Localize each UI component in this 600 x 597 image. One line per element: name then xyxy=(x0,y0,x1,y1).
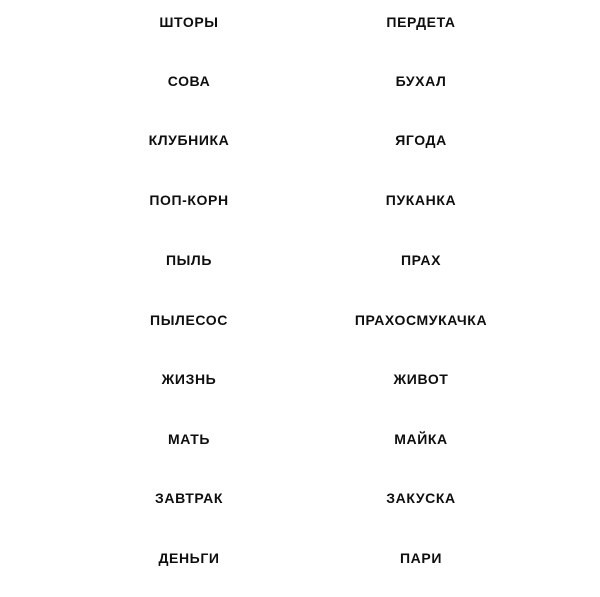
word-pair-row xyxy=(0,10,600,34)
bulgarian-word: ПРАХОСМУКАЧКА xyxy=(354,312,488,328)
bulgarian-word: ПЕРДЕТА xyxy=(386,14,456,30)
bulgarian-word: ПУКАНКА xyxy=(385,192,457,208)
bulgarian-word: ЖИВОТ xyxy=(393,371,449,387)
bulgarian-word: ЯГОДА xyxy=(395,132,447,148)
russian-word: ШТОРЫ xyxy=(159,14,219,30)
word-pair-row xyxy=(0,188,600,212)
russian-word: ПОП-КОРН xyxy=(149,192,229,208)
russian-word: ПЫЛЬ xyxy=(165,252,213,268)
russian-word: МАТЬ xyxy=(167,431,211,447)
word-pair-row xyxy=(0,427,600,451)
russian-word: ДЕНЬГИ xyxy=(158,550,220,566)
word-pair-row xyxy=(0,308,600,332)
bulgarian-word: БУХАЛ xyxy=(395,73,447,89)
bulgarian-word: МАЙКА xyxy=(394,431,448,447)
bulgarian-word: ПРАХ xyxy=(400,252,442,268)
russian-word: ЖИЗНЬ xyxy=(161,371,217,387)
bulgarian-word: ЗАКУСКА xyxy=(386,490,456,506)
word-pair-row xyxy=(0,546,600,570)
russian-word: ЗАВТРАК xyxy=(155,490,223,506)
word-pair-row xyxy=(0,248,600,272)
word-pair-row xyxy=(0,128,600,152)
russian-word: КЛУБНИКА xyxy=(148,132,230,148)
russian-word: СОВА xyxy=(167,73,211,89)
word-pair-row xyxy=(0,69,600,93)
russian-word: ПЫЛЕСОС xyxy=(150,312,228,328)
word-pair-row xyxy=(0,367,600,391)
bulgarian-word: ПАРИ xyxy=(400,550,442,566)
word-pair-row xyxy=(0,486,600,510)
